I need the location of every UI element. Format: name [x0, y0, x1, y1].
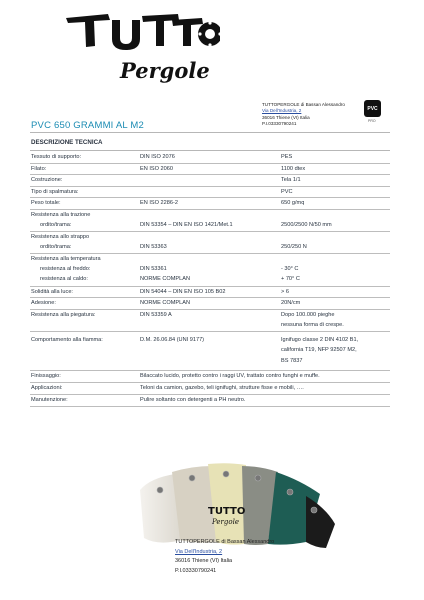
svg-text:Pergole: Pergole: [212, 518, 239, 526]
spec-row: Resistenza alla trazione ordito/trama: DIN 53354 – DIN EN ISO 1421/Met.1 2500/2500 N/50 mm: [30, 210, 390, 232]
company-city: 36016 Thiene (VI) Italia: [262, 114, 310, 120]
logo-pergole-text: Pergole: [120, 58, 210, 83]
tuttopergole-logo: [60, 8, 220, 88]
section-title: DESCRIZIONE TECNICA: [31, 139, 103, 146]
spec-row: Applicazioni: Teloni da camion, gazebo, teli ignifughi, strutture fisse e mobili, ….: [30, 383, 390, 395]
spec-row: Tipo di spalmatura: PVC: [30, 187, 390, 199]
spec-row: Peso totale: EN ISO 2286-2 650 g/mq: [30, 198, 390, 210]
pvc-badge-icon: PVC: [364, 100, 381, 117]
company-vat: P.I.03330790241: [175, 567, 217, 574]
fabric-swatches-image: [130, 460, 340, 550]
swatch-black: [306, 496, 335, 548]
spec-row: Resistenza alla temperatura resistenza al freddo: DIN 53361 - 30° C resistenza al caldo: NORME COMPLAN + 70° C: [30, 254, 390, 287]
spec-row: Manutenzione: Pulire soltanto con detergenti a PH neutro.: [30, 395, 390, 407]
company-street-link[interactable]: Via Dell'Industria, 2: [175, 548, 223, 555]
spec-row: Solidità alla luce: DIN 54044 – DIN EN ISO 105 B02 > 6: [30, 287, 390, 299]
spec-row: Filato: EN ISO 2060 1100 dtex: [30, 164, 390, 176]
spec-row: Adesione: NORME COMPLAN 20N/cm: [30, 298, 390, 310]
company-city: 36016 Thiene (VI) Italia: [175, 558, 233, 565]
section-divider: [30, 150, 390, 151]
pvc-badge-sublabel: PRO: [368, 119, 376, 123]
company-name: TUTTOPERGOLE di Bassan Alessandro: [262, 102, 345, 107]
company-street-link[interactable]: Via Dell'Industria, 2: [262, 108, 302, 114]
spec-row: Resistenza allo strappo ordito/trama: DIN 53363 250/250 N: [30, 232, 390, 254]
title-divider: [30, 132, 390, 133]
spec-row: Comportamento alla fiamma: D.M. 26.06.84 (UNI 9177) Ignifugo classe 2 DIN 4102 B1, california T19, NFP 92507 M2, BS 7837: [30, 332, 390, 371]
spec-row: Costruzione: Tela 1/1: [30, 175, 390, 187]
spec-table: [30, 152, 390, 407]
spec-row: Resistenza alla piegatura: DIN 53359 A Dopo 100.000 pieghe nessuna forma di crespe.: [30, 310, 390, 332]
company-info-header: [262, 102, 345, 128]
spec-row: Finissaggio: Bilaccato lucido, protetto contro i raggi UV, trattato contro funghi e muffe.: [30, 371, 390, 383]
company-name: TUTTOPERGOLE di Bassan Alessandro: [175, 539, 275, 545]
company-vat: P.I.03330790241: [262, 121, 297, 127]
logo-letters: [66, 14, 220, 50]
svg-text:TUTTO: TUTTO: [208, 506, 246, 517]
company-info-footer: [175, 538, 274, 576]
product-title: PVC 650 GRAMMI AL M2: [31, 120, 144, 131]
spec-row: Tessuto di supporto: DIN ISO 2076 PES: [30, 152, 390, 164]
